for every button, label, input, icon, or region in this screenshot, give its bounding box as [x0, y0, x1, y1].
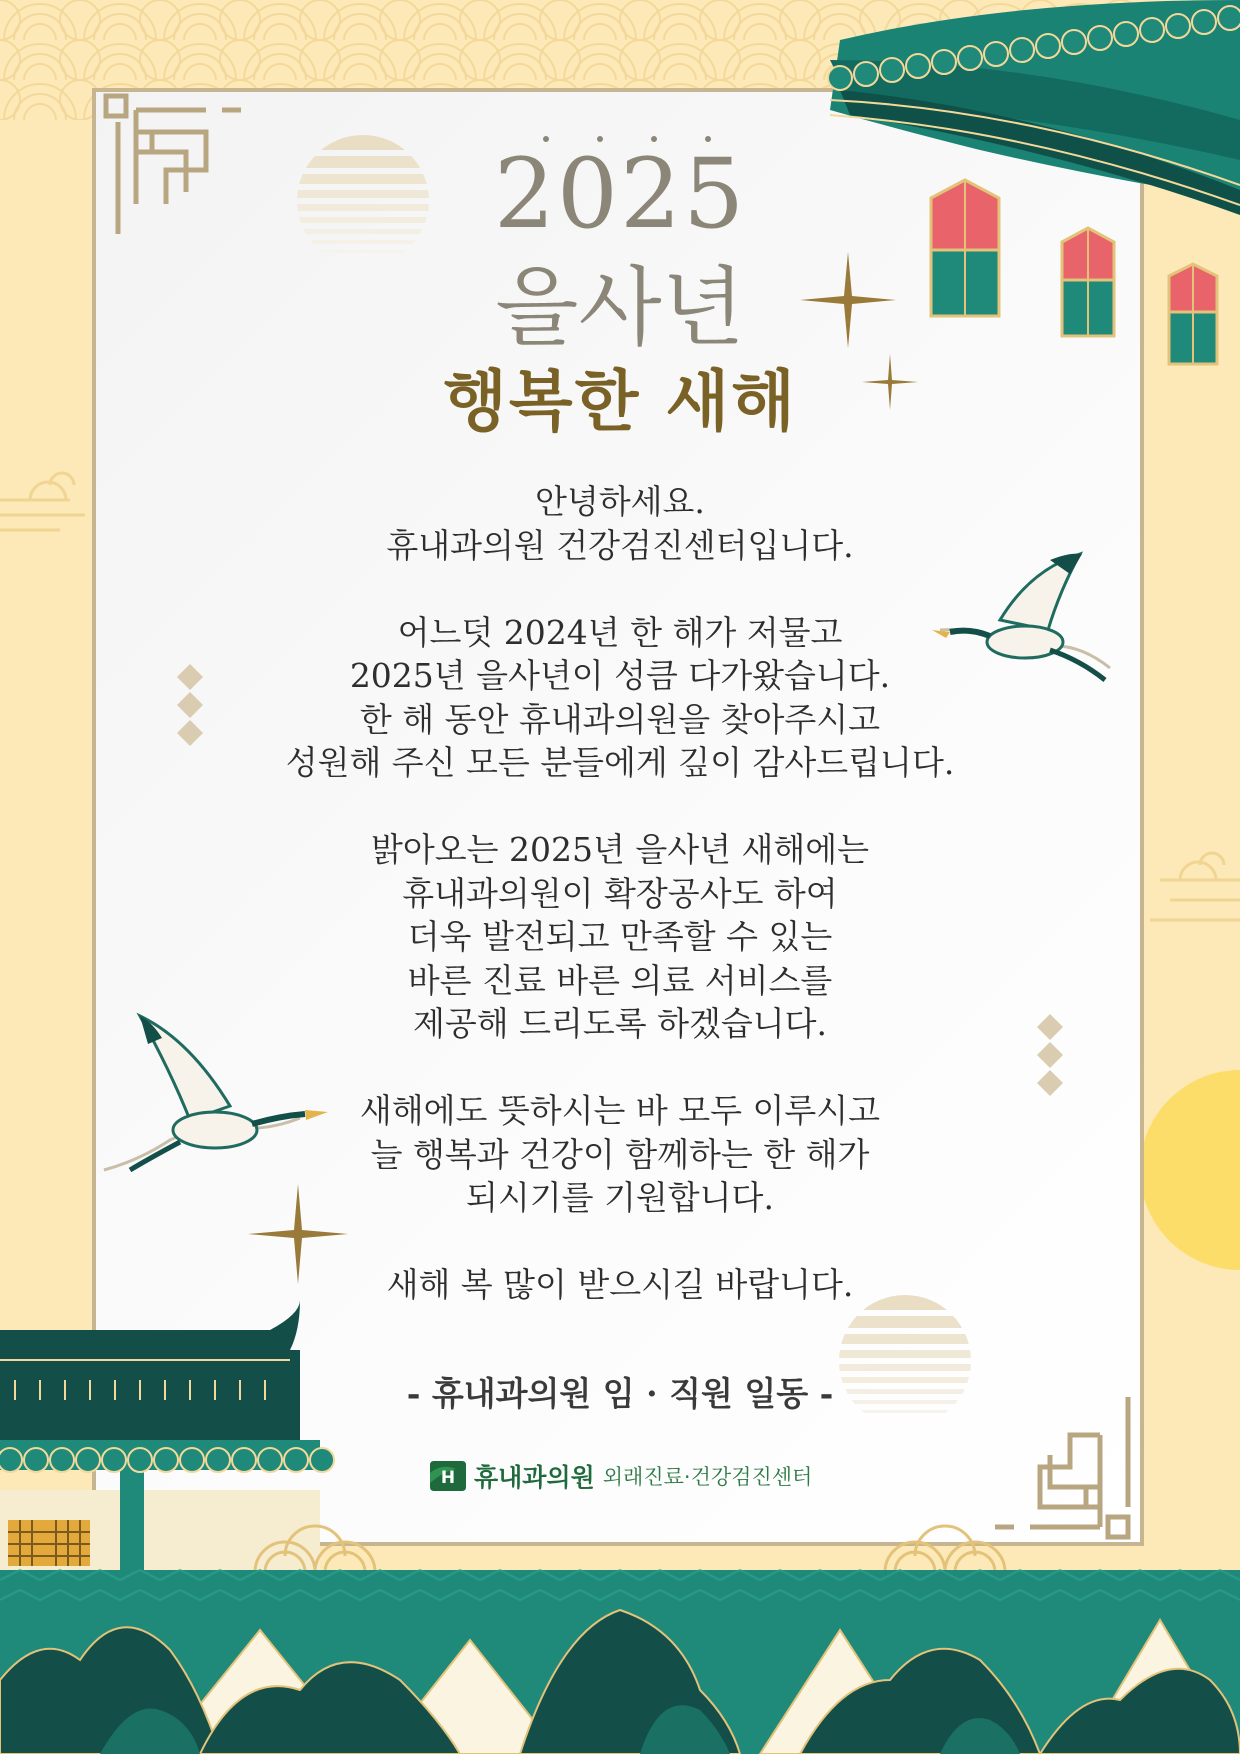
corner-ornament-bottom-right	[990, 1395, 1140, 1545]
mountain-landscape-bottom	[0, 1570, 1240, 1754]
letter-paragraph	[0, 611, 1240, 785]
letter-line: 바른 진료 바른 의료 서비스를	[407, 960, 833, 1000]
letter-line: 어느덧 2024년 한 해가 저물고	[397, 612, 843, 652]
letter-line: 새해에도 뜻하시는 바 모두 이루시고	[359, 1091, 881, 1130]
letter-paragraph	[0, 1089, 1240, 1220]
letter-paragraph	[0, 828, 1240, 1046]
signature-line: - 휴내과의원 임 · 직원 일동 -	[406, 1374, 834, 1413]
letter-line: 밝아오는 2025년 을사년 새해에는	[371, 830, 869, 869]
letter-paragraph	[0, 480, 1240, 567]
clinic-logo-letter: H	[440, 1468, 456, 1488]
letter-line: 휴내과의원이 확장공사도 하여	[402, 873, 838, 913]
letter-line: 더욱 발전되고 만족할 수 있는	[407, 917, 833, 956]
year-name-title: 을사년	[495, 258, 745, 358]
letter-line: 새해 복 많이 받으시길 바랍니다.	[386, 1265, 854, 1304]
headline-title: 행복한 새해	[443, 363, 797, 440]
greeting-letter	[0, 480, 1240, 1350]
clinic-logo	[430, 1458, 812, 1494]
wave-puff-right	[880, 1516, 1010, 1576]
letter-line: 한 해 동안 휴내과의원을 찾아주시고	[359, 699, 881, 739]
clinic-name: 휴내과의원	[474, 1463, 595, 1492]
wave-puff-left	[250, 1516, 380, 1576]
letter-line: 2025년 을사년이 성큼 다가왔습니다.	[349, 656, 891, 695]
clinic-logo-icon	[430, 1461, 466, 1491]
letter-line: 늘 행복과 건강이 함께하는 한 해가	[370, 1134, 870, 1174]
clinic-subtitle: 외래진료·건강검진센터	[602, 1465, 813, 1489]
year-title: 2025	[493, 138, 747, 250]
letter-line: 되시기를 기원합니다.	[466, 1178, 774, 1217]
letter-line: 안녕하세요.	[535, 482, 705, 521]
letter-line: 제공해 드리도록 하겠습니다.	[412, 1004, 827, 1043]
letter-line: 성원해 주신 모든 분들에게 깊이 감사드립니다.	[285, 743, 955, 782]
letter-line: 휴내과의원 건강검진센터입니다.	[386, 525, 854, 565]
